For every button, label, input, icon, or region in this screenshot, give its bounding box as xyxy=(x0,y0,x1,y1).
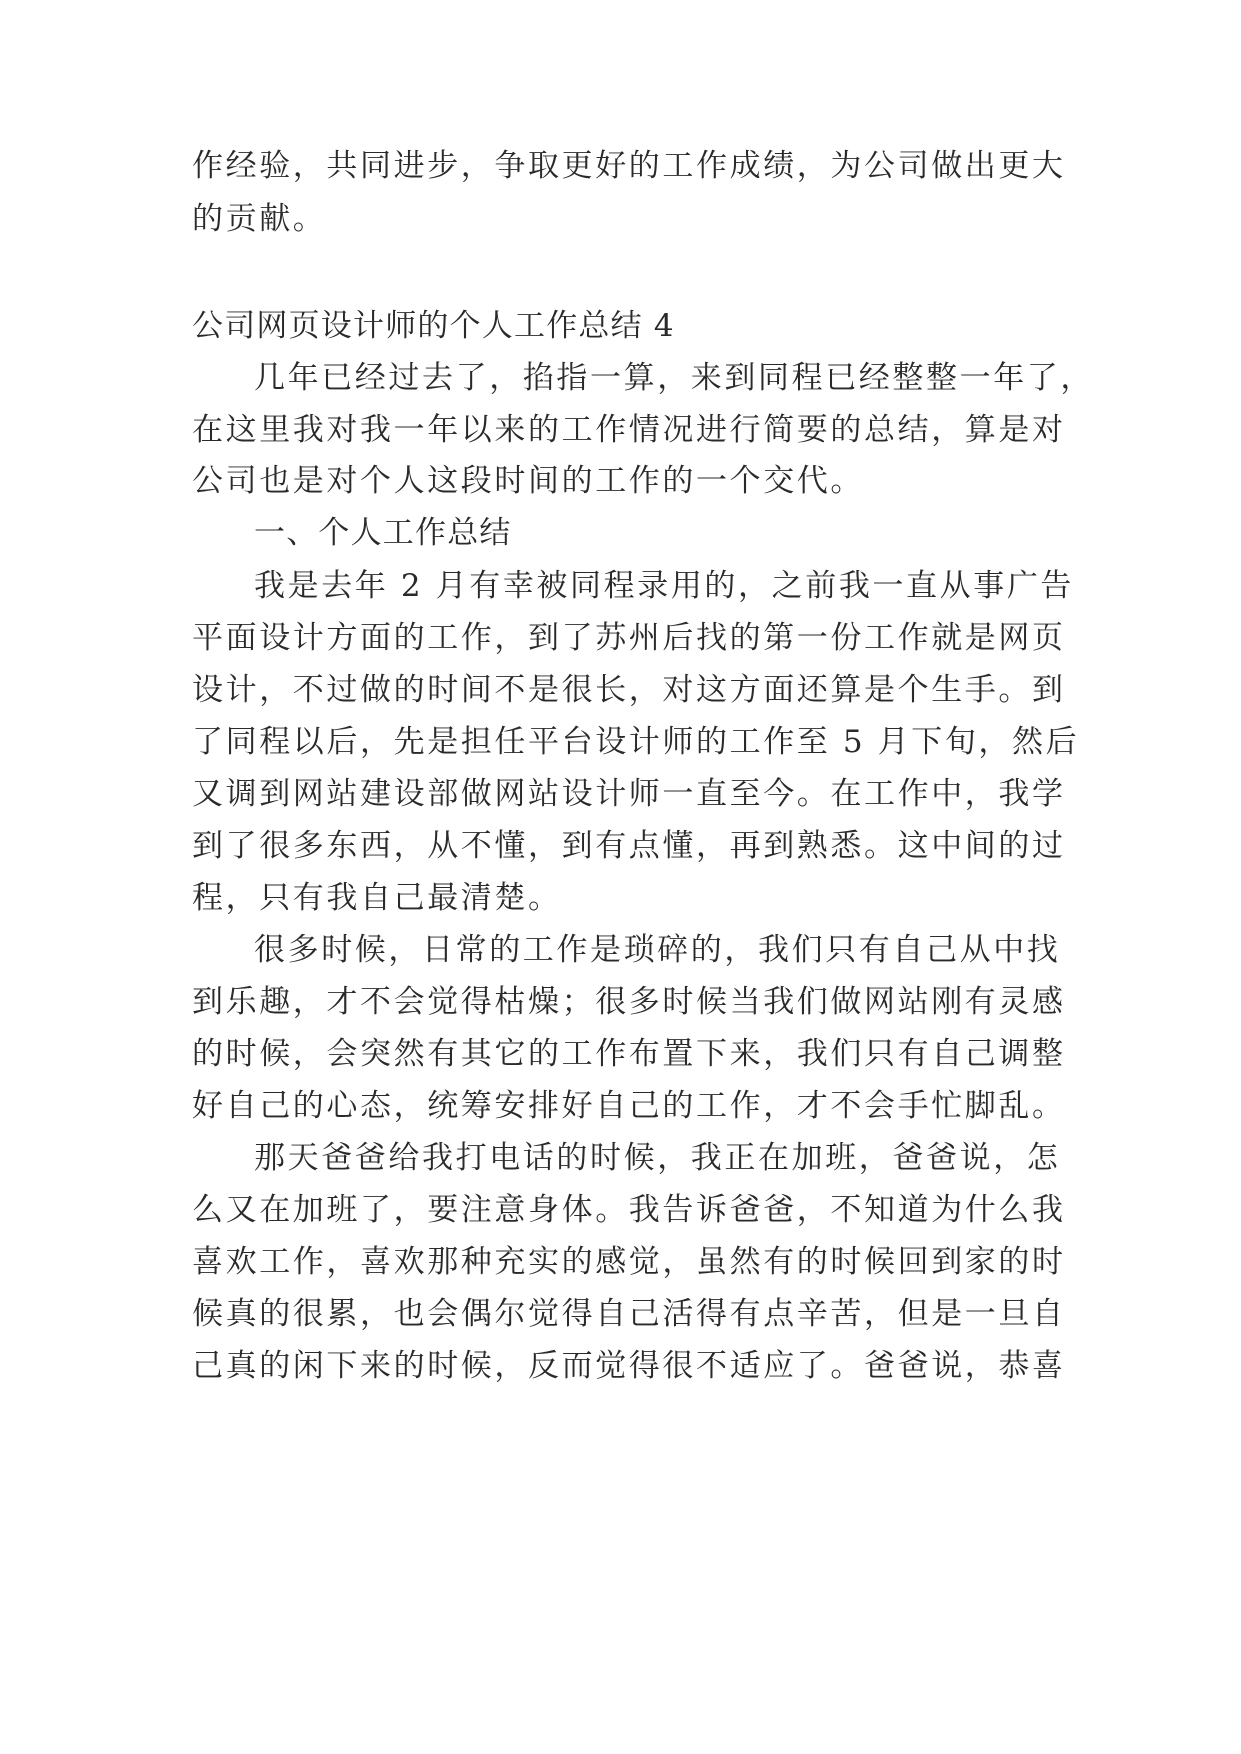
text-line: 平面设计方面的工作，到了苏州后找的第一份工作就是网页 xyxy=(192,620,1066,656)
text-line: 我是去年 2 月有幸被同程录用的，之前我一直从事广告 xyxy=(254,568,1075,604)
text-line: 的时候，会突然有其它的工作布置下来，我们只有自己调整 xyxy=(192,1036,1066,1072)
text-line: 程，只有我自己最清楚。 xyxy=(192,880,562,916)
text-line: 很多时候，日常的工作是琐碎的，我们只有自己从中找 xyxy=(254,932,1061,968)
text-line: 设计，不过做的时间不是很长，对这方面还算是个生手。到 xyxy=(192,672,1066,708)
subheading: 一、个人工作总结 xyxy=(254,515,512,551)
text-line: 己真的闲下来的时候，反而觉得很不适应了。爸爸说，恭喜 xyxy=(192,1348,1066,1384)
text-line: 么又在加班了，要注意身体。我告诉爸爸，不知道为什么我 xyxy=(192,1192,1066,1228)
text-line: 了同程以后，先是担任平台设计师的工作至 5 月下旬，然后 xyxy=(192,724,1080,760)
text-line: 公司也是对个人这段时间的工作的一个交代。 xyxy=(192,463,864,499)
text-line: 在这里我对我一年以来的工作情况进行简要的总结，算是对 xyxy=(192,412,1066,448)
text-line: 候真的很累，也会偶尔觉得自己活得有点辛苦，但是一旦自 xyxy=(192,1296,1066,1332)
text-line: 又调到网站建设部做网站设计师一直至今。在工作中，我学 xyxy=(192,776,1066,812)
text-line: 到了很多东西，从不懂，到有点懂，再到熟悉。这中间的过 xyxy=(192,828,1066,864)
text-line: 几年已经过去了，掐指一算，来到同程已经整整一年了， xyxy=(254,360,1094,396)
text-line: 作经验，共同进步，争取更好的工作成绩，为公司做出更大 xyxy=(192,148,1066,184)
text-line: 那天爸爸给我打电话的时候，我正在加班，爸爸说，怎 xyxy=(254,1140,1061,1176)
text-line: 喜欢工作，喜欢那种充实的感觉，虽然有的时候回到家的时 xyxy=(192,1244,1066,1280)
text-line: 到乐趣，才不会觉得枯燥；很多时候当我们做网站刚有灵感 xyxy=(192,984,1066,1020)
text-line: 的贡献。 xyxy=(192,201,327,237)
text-line: 好自己的心态，统筹安排好自己的工作，才不会手忙脚乱。 xyxy=(192,1088,1066,1124)
section-title: 公司网页设计师的个人工作总结 4 xyxy=(192,308,675,344)
